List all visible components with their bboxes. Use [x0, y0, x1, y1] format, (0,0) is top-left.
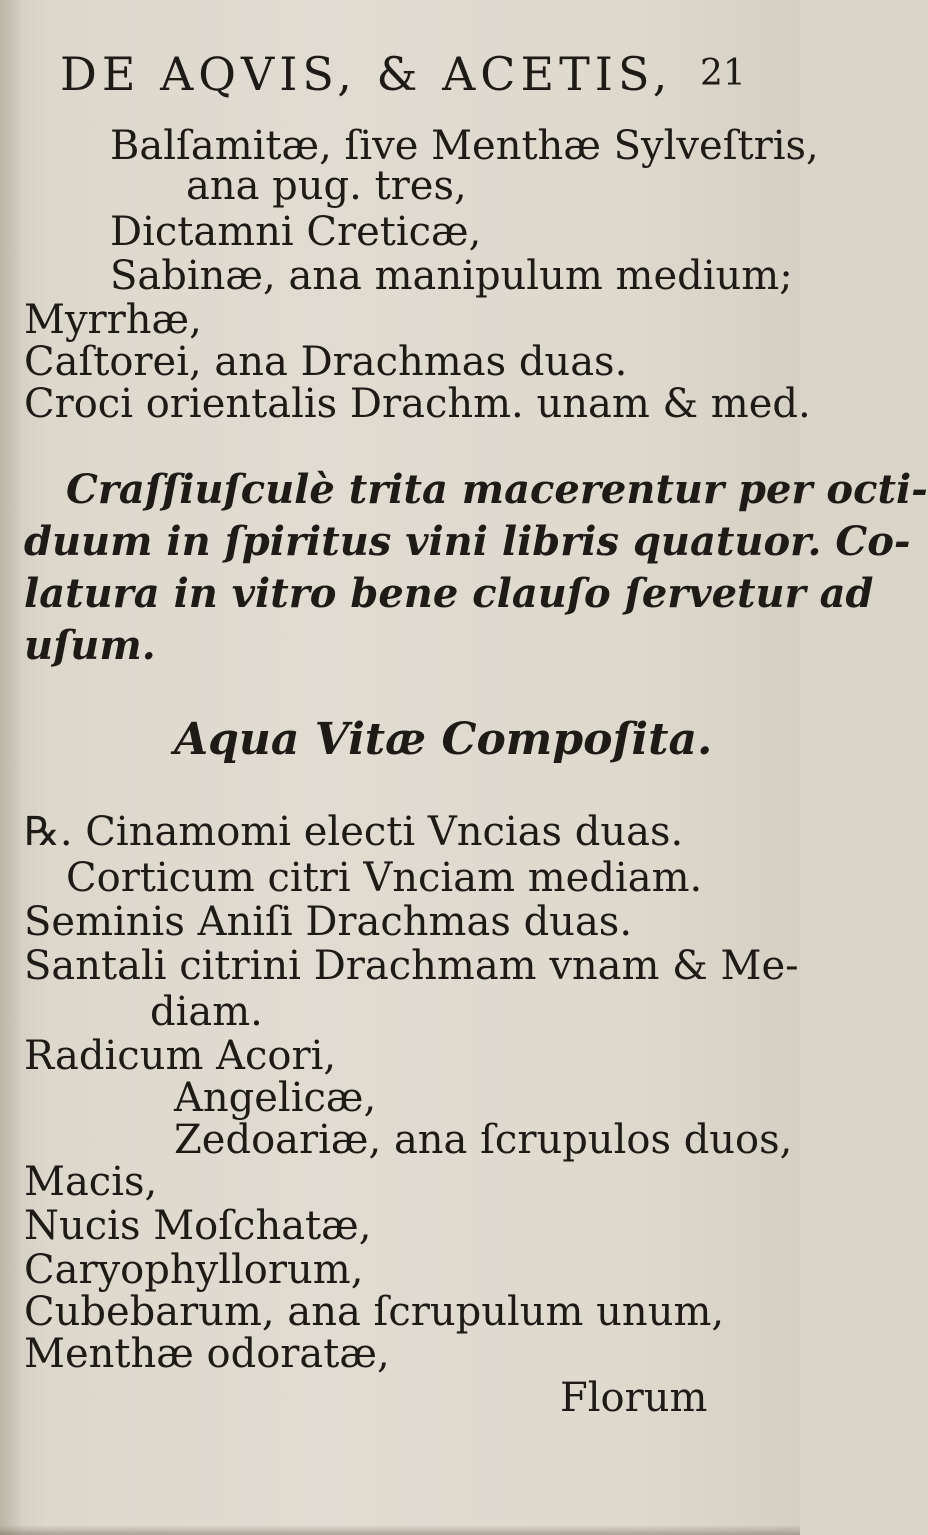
- ingredient-line: Balſamitæ, ſive Menthæ Sylveſtris,: [110, 123, 819, 169]
- ingredient-line: Seminis Aniſi Drachmas duas.: [24, 899, 633, 945]
- ingredient-line: Radicum Acori,: [24, 1033, 337, 1079]
- ingredient-line: Caryophyllorum,: [24, 1247, 364, 1293]
- ingredient-line: Caſtorei, ana Drachmas duas.: [24, 339, 628, 385]
- instruction-line: duum in ſpiritus vini libris quatuor. Co-: [24, 518, 911, 565]
- ingredient-line: ana pug. tres,: [186, 163, 467, 209]
- running-title: DE AQVIS, & ACETIS,: [60, 47, 673, 101]
- page-number: 21: [700, 53, 746, 94]
- ingredient-line: Nucis Moſchatæ,: [24, 1203, 372, 1249]
- ingredient-line: diam.: [150, 989, 263, 1035]
- instruction-line: Craſſiuſculè trita macerentur per octi-: [66, 466, 928, 513]
- ingredient-line: Corticum citri Vnciam mediam.: [66, 855, 703, 901]
- ingredient-line: Angelicæ,: [174, 1075, 377, 1121]
- ingredient-line: Cubebarum, ana ſcrupulum unum,: [24, 1289, 725, 1335]
- ingredient-line: Zedoariæ, ana ſcrupulos duos,: [174, 1117, 793, 1163]
- ingredient-line: ℞. Cinamomi electi Vncias duas.: [24, 809, 684, 855]
- ingredient-line: Santali citrini Drachmam vnam & Me-: [24, 943, 799, 989]
- ingredient-line: Croci orientalis Drachm. unam & med.: [24, 381, 811, 427]
- ingredient-line: Dictamni Creticæ,: [110, 209, 482, 255]
- ingredient-line: Macis,: [24, 1159, 158, 1205]
- instruction-line: uſum.: [24, 622, 156, 669]
- instruction-line: latura in vitro bene clauſo ſervetur ad: [24, 570, 874, 617]
- ingredient-line: Menthæ odoratæ,: [24, 1331, 390, 1377]
- ingredient-line: Myrrhæ,: [24, 297, 202, 343]
- ingredient-line: Sabinæ, ana manipulum medium;: [110, 253, 793, 299]
- catchword: Florum: [560, 1375, 708, 1421]
- recipe-title: Aqua Vitæ Compoſita.: [174, 714, 713, 765]
